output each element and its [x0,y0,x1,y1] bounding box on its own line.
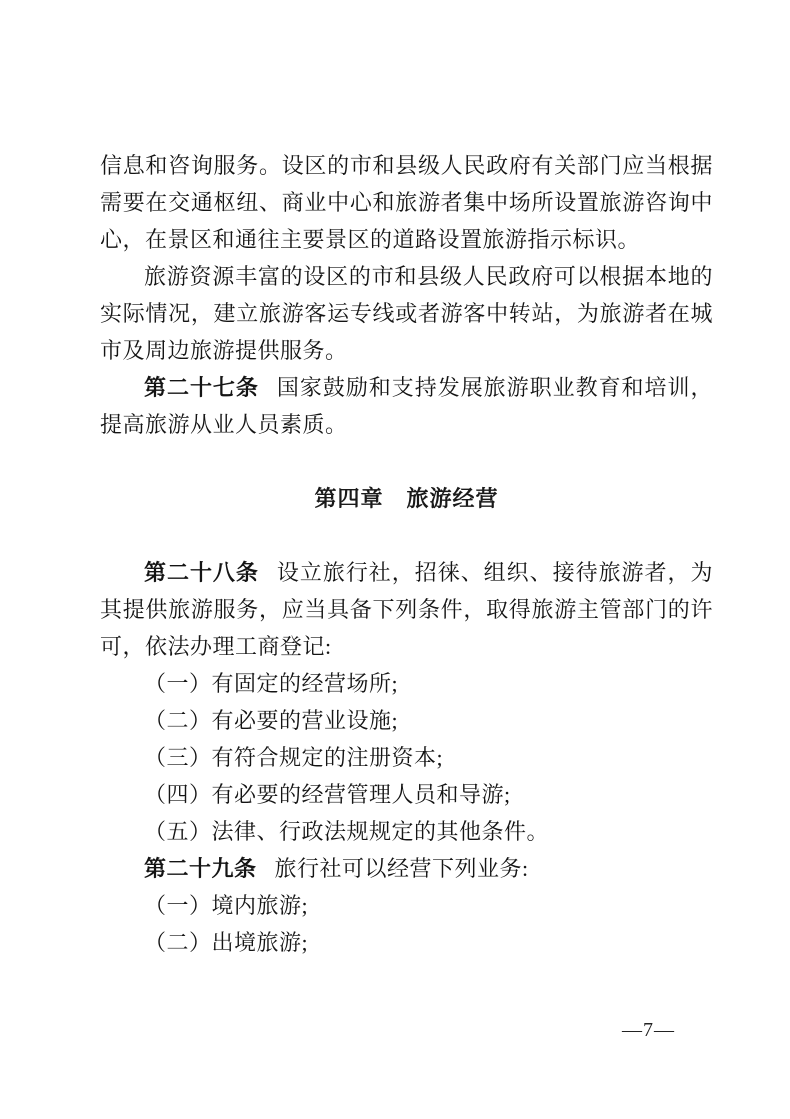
list-item: （一）有固定的经营场所; [144,671,399,696]
article-number-label: 第二十九条 [144,856,257,881]
article-number-label: 第二十七条 [144,375,259,400]
article-paragraph [100,369,713,443]
list-item: （二）有必要的营业设施; [144,708,399,733]
list-item: （五）法律、行政法规规定的其他条件。 [144,819,550,844]
list-item: （二）出境旅游; [144,930,309,955]
chapter-heading: 第四章 旅游经营 [314,486,499,511]
page-number: —7— [622,1019,675,1041]
body-paragraph: 旅游资源丰富的设区的市和县级人民政府可以根据本地的实际情况，建立旅游客运专线或者游客中转站，为旅游者在城市及周边旅游提供服务。 [100,264,713,363]
article-text: 设立旅行社，招徕、组织、接待旅游者，为其提供旅游服务，应当具备下列条件，取得旅游主管部门的许可，依法办理工商登记: [100,560,713,659]
article-paragraph [100,850,713,887]
article-paragraph [100,554,713,665]
list-item: （一）境内旅游; [144,893,309,918]
article-number-label: 第二十八条 [144,560,259,585]
list-item: （三）有符合规定的注册资本; [144,745,444,770]
document-body [100,147,713,961]
list-item: （四）有必要的经营管理人员和导游; [144,782,511,807]
body-paragraph: 信息和咨询服务。设区的市和县级人民政府有关部门应当根据需要在交通枢纽、商业中心和旅游者集中场所设置旅游咨询中心，在景区和通往主要景区的道路设置旅游指示标识。 [100,153,713,252]
article-text: 旅行社可以经营下列业务: [274,856,529,881]
article-text: 国家鼓励和支持发展旅游职业教育和培训，提高旅游从业人员素质。 [100,375,713,437]
